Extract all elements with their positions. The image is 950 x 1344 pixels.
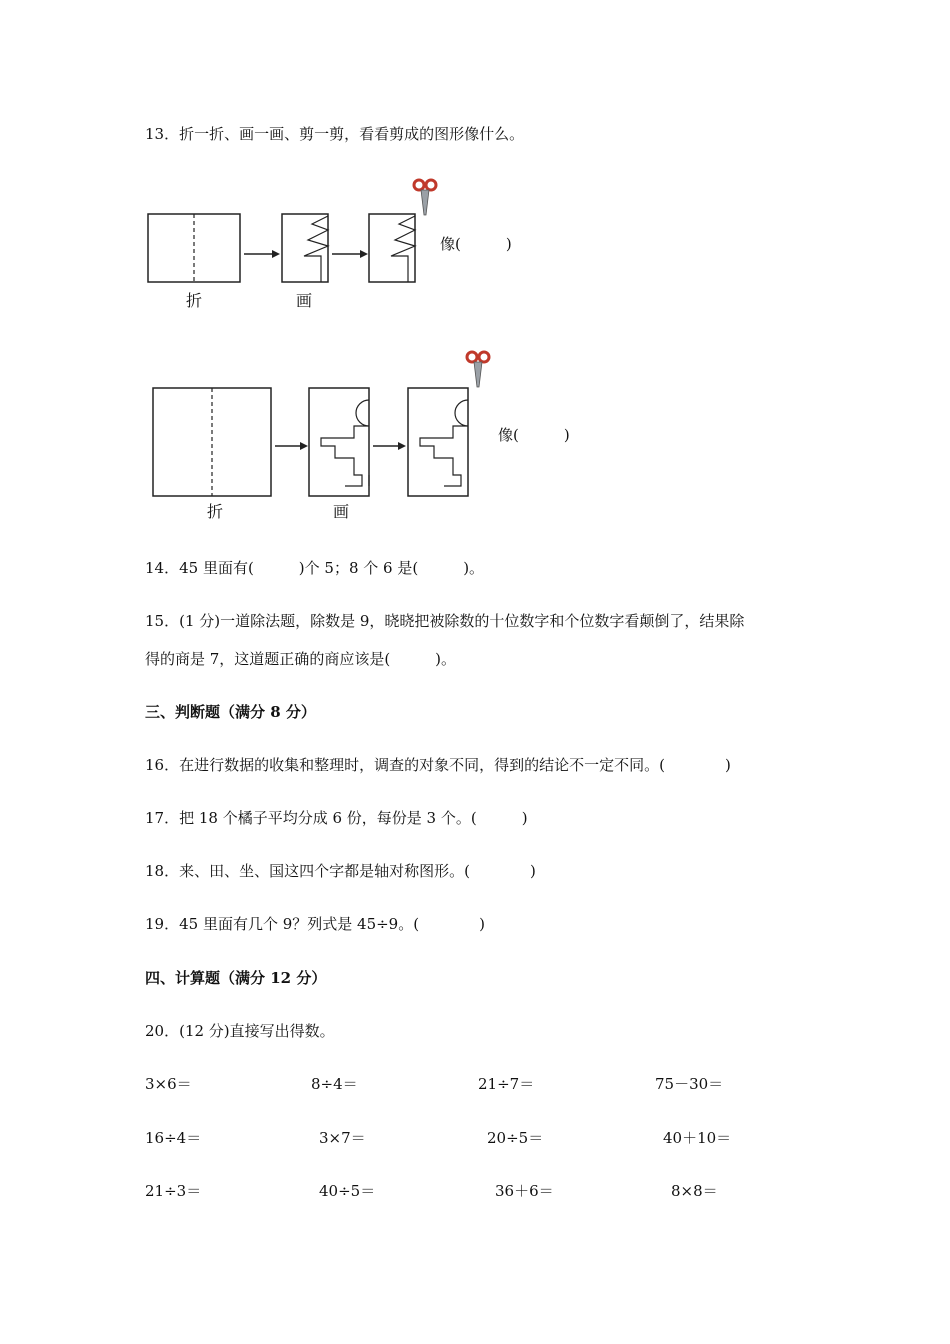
calc-item: 8×8＝ <box>671 1182 718 1200</box>
scissors-icon <box>467 352 489 387</box>
answer-blank-1: 像( ) <box>440 235 512 253</box>
calc-item: 21÷3＝ <box>145 1182 202 1200</box>
calc-item: 20÷5＝ <box>487 1129 544 1147</box>
calc-item: 21÷7＝ <box>478 1075 535 1093</box>
question-16: 16．在进行数据的收集和整理时，调查的对象不同，得到的结论不一定不同。( ) <box>145 756 731 774</box>
question-14: 14．45 里面有( )个 5；8 个 6 是( )。 <box>145 559 485 577</box>
figure-outline <box>321 400 369 486</box>
arrow-right-icon <box>398 442 406 450</box>
calc-item: 3×7＝ <box>319 1129 366 1147</box>
question-17: 17．把 18 个橘子平均分成 6 份，每份是 3 个。( ) <box>145 809 528 827</box>
question-15-line-2: 得的商是 7，这道题正确的商应该是( )。 <box>145 650 457 668</box>
calc-item: 8÷4＝ <box>311 1075 358 1093</box>
fold-label: 折 <box>186 291 203 310</box>
section-4-heading: 四、计算题（满分 12 分） <box>145 969 327 987</box>
arrow-right-icon <box>360 250 368 258</box>
arrow-right-icon <box>272 250 280 258</box>
question-13: 13．折一折、画一画、剪一剪，看看剪成的图形像什么。 <box>145 125 525 143</box>
calc-item: 36＋6＝ <box>495 1182 554 1200</box>
calc-item: 40÷5＝ <box>319 1182 376 1200</box>
tree-outline <box>304 216 328 282</box>
question-15-line-1: 15．(1 分)一道除法题，除数是 9，晓晓把被除数的十位数字和个位数字看颠倒了，结果除 <box>145 612 745 630</box>
section-3-heading: 三、判断题（满分 8 分） <box>145 703 316 721</box>
figure-outline <box>420 400 468 486</box>
scissors-icon <box>414 180 436 215</box>
tree-outline <box>391 216 415 282</box>
calc-item: 16÷4＝ <box>145 1129 202 1147</box>
question-18: 18．来、田、坐、国这四个字都是轴对称图形。( ) <box>145 862 536 880</box>
calc-item: 3×6＝ <box>145 1075 192 1093</box>
calc-item: 40＋10＝ <box>663 1129 732 1147</box>
arrow-right-icon <box>300 442 308 450</box>
calc-item: 75－30＝ <box>655 1075 724 1093</box>
draw-label: 画 <box>333 502 350 521</box>
answer-blank-2: 像( ) <box>498 426 570 444</box>
draw-label: 画 <box>296 291 313 310</box>
question-20: 20．(12 分)直接写出得数。 <box>145 1022 335 1040</box>
fold-label: 折 <box>207 502 224 521</box>
question-19: 19．45 里面有几个 9？列式是 45÷9。( ) <box>145 915 485 933</box>
